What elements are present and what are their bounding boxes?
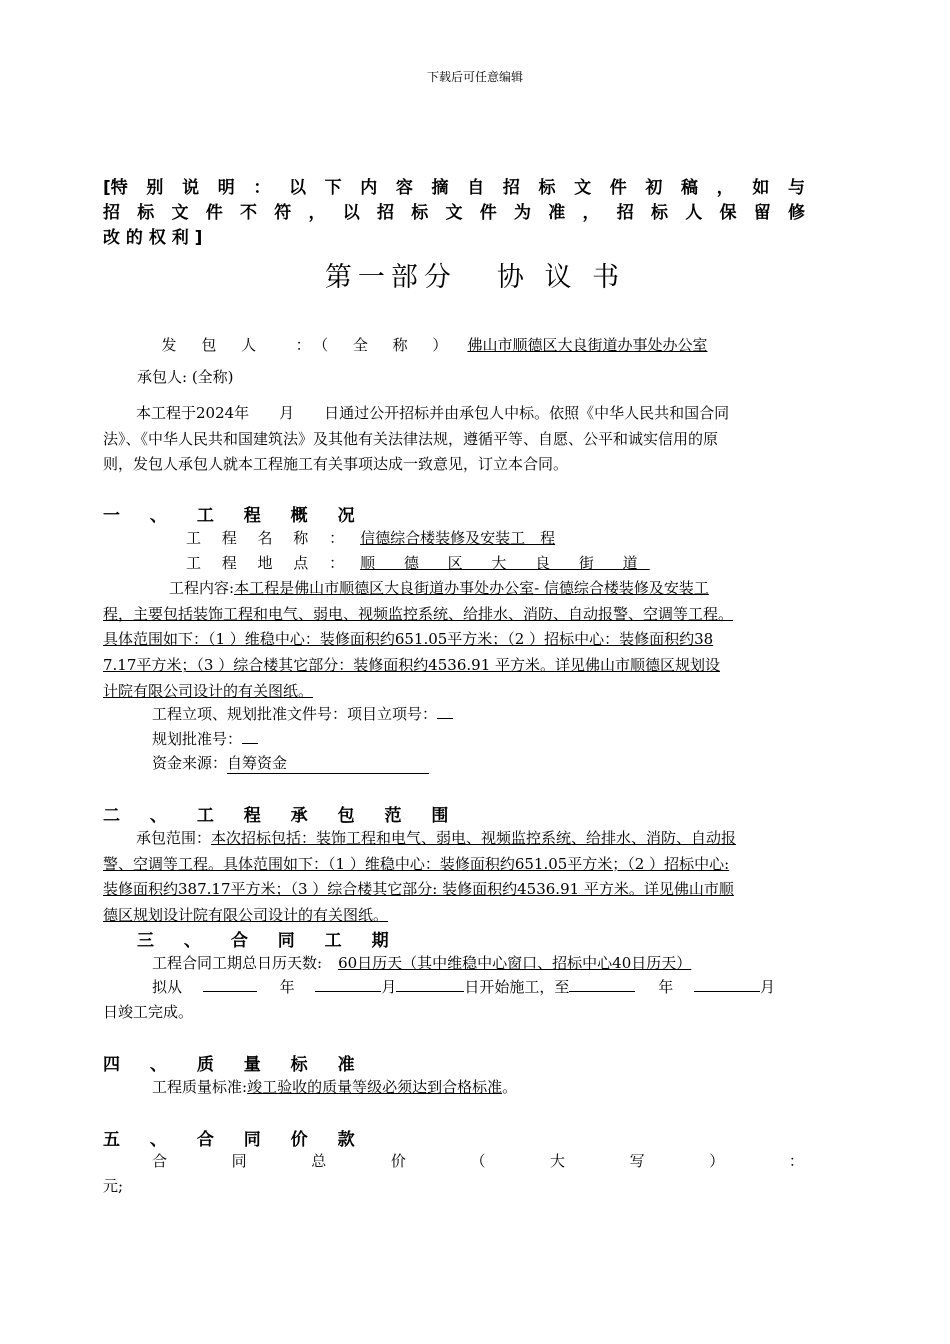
project-location-value: 顺 德 区 大 良 街 道 [360, 554, 650, 572]
special-note-char: 保 [719, 203, 737, 223]
scope-line: 德区规划设计院有限公司设计的有关图纸。 [103, 906, 389, 925]
contract-price-word: 写 [629, 1152, 645, 1170]
intro-line: 则，发包人承包人就本工程施工有关事项达成一致意见，订立本合同。 [103, 455, 569, 474]
employer-value: 佛山市顺德区大良街道办事处办公室 [467, 336, 708, 354]
schedule-from: 拟从 [152, 978, 183, 996]
contract-price-word: 合 [152, 1152, 168, 1170]
special-note-char: 留 [753, 203, 771, 223]
special-note-char: 以 [342, 203, 360, 223]
special-note [103, 176, 805, 251]
project-name-label: 工 程 名 称 ： [186, 529, 353, 547]
start-text: 日开始施工，至 [464, 978, 570, 996]
special-note-char: 标 [538, 178, 556, 198]
title-part: 第一部分 [324, 262, 457, 293]
scope-label: 承包范围： [136, 829, 212, 847]
special-note-char: 人 [685, 203, 703, 223]
special-note-char: ， [716, 178, 734, 198]
start-month: 月 [381, 978, 397, 996]
employer-row [152, 316, 707, 355]
schedule-end: 日竣工完成。 [103, 1003, 194, 1021]
approval-label: 工程立项、规划批准文件号：项目立项号： [152, 705, 438, 723]
scope-text: 本次招标包括：装饰工程和电气、弱电、视频监控系统、给排水、消防、自动报 [211, 829, 737, 847]
plan-blank [242, 728, 258, 744]
special-note-char: 以 [288, 178, 306, 198]
intro-line: 法》、《中华人民共和国建筑法》及其他有关法律法规，遵循平等、自愿、公平和诚实信用的原 [103, 429, 719, 448]
special-note-char: 准 [548, 203, 566, 223]
section-2-heading: 二 、 工 程 承 包 范 围 [103, 806, 461, 826]
special-note-char: 文 [445, 203, 463, 223]
contract-price-word: 总 [311, 1152, 327, 1170]
special-note-char: 招 [616, 203, 634, 223]
special-note-char: 招 [377, 203, 394, 223]
start-year-blank [203, 976, 257, 992]
special-note-char: 件 [205, 203, 223, 223]
special-note-line-3: 改 的 权 利 ] [103, 228, 203, 248]
section-3-heading: 三 、 合 同 工 期 [137, 931, 401, 951]
contract-price-word: 大 [550, 1152, 566, 1170]
project-location-label: 工 程 地 点 ： [186, 554, 353, 572]
end-month: 月 [759, 978, 775, 996]
project-content-line: 7.17平方米；（3 ）综合楼其它部分：装修面积约4536.91 平方米。详见佛山市顺德区规划设 [103, 656, 721, 675]
project-content-line: 程，主要包括装饰工程和电气、弱电、视频监控系统、给排水、消防、自动报警、空调等工程。 [103, 604, 734, 623]
project-content-line: 计院有限公司设计的有关图纸。 [103, 681, 314, 700]
start-day-blank [396, 976, 464, 992]
special-note-char: 标 [137, 203, 155, 223]
special-note-char: 招 [502, 178, 520, 198]
special-note-char: 如 [752, 178, 770, 198]
fund-label: 资金来源： [152, 754, 228, 772]
special-note-char: 符 [274, 203, 292, 223]
project-location-row [186, 552, 650, 573]
special-note-char: 件 [479, 203, 497, 223]
contractor-row: 承包人: (全称) [137, 368, 234, 386]
end-year: 年 [658, 978, 674, 996]
section-4-heading: 四 、 质 量 标 准 [103, 1055, 367, 1075]
employer-label: 发 包 人 ：（ 全 称 ） [161, 336, 458, 354]
quality-value: 竣工验收的质量等级必须达到合格标准 [247, 1078, 503, 1096]
quality-period: 。 [502, 1078, 518, 1096]
intro-paragraph [103, 401, 807, 478]
end-month-blank [694, 976, 760, 992]
start-year: 年 [279, 978, 295, 996]
duration-row [152, 952, 697, 973]
project-name-row [186, 527, 555, 548]
plan-row [152, 728, 258, 749]
quality-row [152, 1076, 517, 1097]
schedule-row [152, 976, 804, 997]
special-note-char: ， [308, 203, 326, 223]
project-content [103, 576, 807, 705]
special-note-char: 不 [240, 203, 257, 223]
end-year-blank [569, 976, 635, 992]
special-note-char: 稿 [681, 178, 699, 198]
scope-line [103, 826, 807, 852]
special-note-line-2 [103, 201, 805, 226]
price-unit: 元; [103, 1177, 124, 1195]
quality-label: 工程质量标准: [152, 1078, 248, 1096]
scope-line: 装修面积约387.17平方米；（3 ）综合楼其它部分: 装修面积约4536.91 平方米。详见佛山市顺 [103, 880, 734, 899]
section-5-heading: 五 、 合 同 价 款 [103, 1130, 367, 1150]
special-note-char: 明 [217, 178, 235, 198]
special-note-line-1 [103, 176, 805, 201]
contract-price-word: 同 [231, 1152, 247, 1170]
special-note-char: [特 [103, 178, 128, 198]
scope-line: 警、空调等工程。具体范围如下：（1 ）维稳中心：装修面积约651.05平方米；（2 ）招标中心: [103, 854, 730, 873]
contract-price-word: ） [709, 1152, 725, 1170]
project-content-line [103, 576, 807, 602]
special-note-char: 标 [651, 203, 668, 223]
page-header: 下载后可任意编辑 [426, 70, 523, 84]
contract-price-row [152, 1150, 804, 1171]
project-content-text: 本工程是佛山市顺德区大良街道办事处办公室- 信德综合楼装修及安装工 [234, 579, 709, 597]
page-title [0, 255, 950, 294]
special-note-char: 文 [171, 203, 189, 223]
contract-price-word: ： [788, 1152, 804, 1170]
approval-blank [437, 703, 453, 719]
fund-row [152, 752, 429, 774]
special-note-char: 修 [788, 203, 805, 223]
special-note-char: 说 [182, 178, 200, 198]
special-note-char: 初 [645, 178, 663, 198]
special-note-char: 自 [467, 178, 485, 198]
contract-price-word: 价 [390, 1152, 406, 1170]
section-1-heading: 一 、 工 程 概 况 [103, 506, 367, 526]
duration-value: 60日历天（其中维稳中心窗口、招标中心40日历天） [338, 954, 692, 972]
special-note-char: 下 [324, 178, 342, 198]
project-content-label: 工程内容: [169, 579, 235, 597]
approval-row [152, 703, 453, 724]
special-note-char: 标 [411, 203, 429, 223]
title-name: 协 议 书 [496, 262, 626, 293]
special-note-char: 别 [146, 178, 164, 198]
special-note-char: 摘 [431, 178, 449, 198]
special-note-char: 招 [103, 203, 120, 223]
duration-label: 工程合同工期总日历天数: [152, 954, 323, 972]
intro-line: 本工程于2024年 月 日通过公开招标并由承包人中标。依照《中华人民共和国合同 [136, 404, 730, 422]
plan-label: 规划批准号： [152, 730, 243, 748]
special-note-char: 文 [574, 178, 592, 198]
special-note-char: 为 [514, 203, 531, 223]
project-content-line: 具体范围如下：（1 ）维稳中心：装修面积约651.05平方米；（2 ）招标中心：装修面积约38 [103, 630, 714, 649]
special-note-char: 与 [787, 178, 805, 198]
contract-price-word: （ [470, 1152, 486, 1170]
special-note-char: 容 [395, 178, 413, 198]
special-note-char: 内 [360, 178, 378, 198]
special-note-char: ： [253, 178, 271, 198]
scope-paragraph [103, 826, 807, 929]
fund-value: 自筹资金 [227, 752, 429, 774]
special-note-char: 件 [609, 178, 627, 198]
project-name-value: 信德综合楼装修及安装工 程 [360, 529, 556, 547]
start-month-blank [315, 976, 381, 992]
special-note-char: ， [582, 203, 600, 223]
